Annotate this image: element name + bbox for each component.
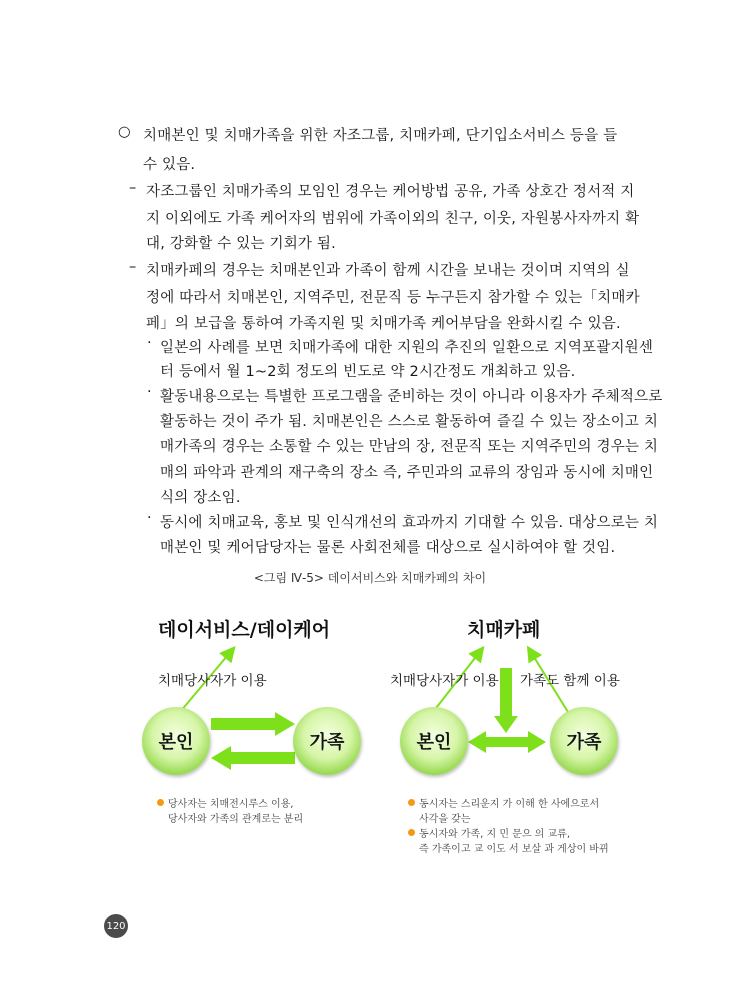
- body-line: 터 등에서 월 1~2회 정도의 빈도로 약 2시간정도 개최하고 있음.: [160, 364, 576, 380]
- orange-bullet-icon: [408, 829, 415, 836]
- right-note-line-2: 사각을 갖는: [419, 814, 471, 825]
- body-line: 매의 파악과 관계의 재구축의 장소 즉, 주민과의 교류의 장임과 동시에 치매인: [160, 465, 654, 481]
- body-line: 식의 장소임.: [160, 490, 241, 506]
- dot-bullet: ·: [147, 384, 152, 400]
- body-line: 동시에 치매교육, 홍보 및 인식개선의 효과까지 기대할 수 있음. 대상으로는 치: [160, 515, 659, 531]
- body-line: 활동내용으로는 특별한 프로그램을 준비하는 것이 아니라 이용자가 주체적으로: [160, 389, 663, 405]
- left-family-circle: 가족: [293, 707, 361, 775]
- dot-bullet: ·: [147, 335, 152, 351]
- body-line: 치매카페의 경우는 치매본인과 가족이 함께 시간을 보내는 것이며 지역의 실: [146, 263, 630, 279]
- left-note-line-2: 당사자와 가족의 관계로는 분리: [168, 814, 304, 825]
- left-user-label: 치매당사자가 이용: [158, 673, 267, 689]
- body-line: 정에 따라서 치매본인, 지역주민, 전문직 등 누구든지 참가할 수 있는「치매카: [146, 290, 640, 306]
- dash-bullet: –: [129, 259, 137, 275]
- right-double-arrow: [468, 731, 546, 753]
- body-line: 매본인 및 케어담당자는 물론 사회전체를 대상으로 실시하여야 할 것임.: [160, 540, 616, 556]
- body-line: 대, 강화할 수 있는 기회가 됨.: [146, 236, 336, 252]
- right-diagram-title: 치매카페: [467, 619, 541, 641]
- left-note: [157, 797, 303, 827]
- body-line: 페」의 보급을 통하여 가족지원 및 치매가족 케어부담을 완화시킬 수 있음.: [146, 316, 621, 332]
- right-self-label: 치매당사자가 이용: [390, 673, 499, 689]
- body-line: 일본의 사례를 보면 치매가족에 대한 지원의 추진의 일환으로 지역포괄지원센: [160, 340, 654, 356]
- left-arrow-left: [211, 746, 295, 770]
- right-note: [408, 797, 609, 857]
- body-line: 수 있음.: [143, 157, 196, 173]
- left-note-line-1: 당사자는 치매전시루스 이용,: [168, 799, 294, 810]
- left-self-circle: 본인: [142, 707, 210, 775]
- left-arrow-right: [211, 712, 295, 736]
- body-line: 매가족의 경우는 소통할 수 있는 만남의 장, 전문직 또는 지역주민의 경우는 치: [160, 439, 659, 455]
- right-family-label: 가족도 함께 이용: [520, 673, 620, 689]
- right-self-circle: 본인: [400, 707, 468, 775]
- right-note-line-1: 동시자는 스리운지 가 이해 한 사에으로서: [419, 799, 600, 810]
- circle-bullet: ○: [118, 124, 131, 140]
- right-note-line-4: 즉 가족이고 교 이도 서 보살 과 게상이 바뀌: [419, 844, 609, 855]
- page-number: 120: [104, 914, 128, 938]
- dot-bullet: ·: [147, 510, 152, 526]
- dash-bullet: –: [129, 180, 137, 196]
- orange-bullet-icon: [408, 799, 415, 806]
- right-family-circle: 가족: [550, 707, 618, 775]
- left-diagram-title: 데이서비스/데이케어: [158, 619, 331, 641]
- orange-bullet-icon: [157, 799, 164, 806]
- right-note-line-3: 동시자와 가족, 지 민 문으 의 교류,: [419, 829, 571, 840]
- body-line: 활동하는 것이 주가 됨. 치매본인은 스스로 활동하여 즐길 수 있는 장소이고 치: [160, 414, 659, 430]
- body-line: 치매본인 및 치매가족을 위한 자조그룹, 치매카페, 단기입소서비스 등을 들: [143, 128, 618, 144]
- figure-caption: <그림 Ⅳ-5> 데이서비스와 치매카페의 차이: [253, 571, 487, 585]
- body-line: 자조그룹인 치매가족의 모임인 경우는 케어방법 공유, 가족 상호간 정서적 지: [146, 184, 635, 200]
- body-line: 지 이외에도 가족 케어자의 범위에 가족이외의 친구, 이웃, 자원봉사자까지 확: [146, 211, 640, 227]
